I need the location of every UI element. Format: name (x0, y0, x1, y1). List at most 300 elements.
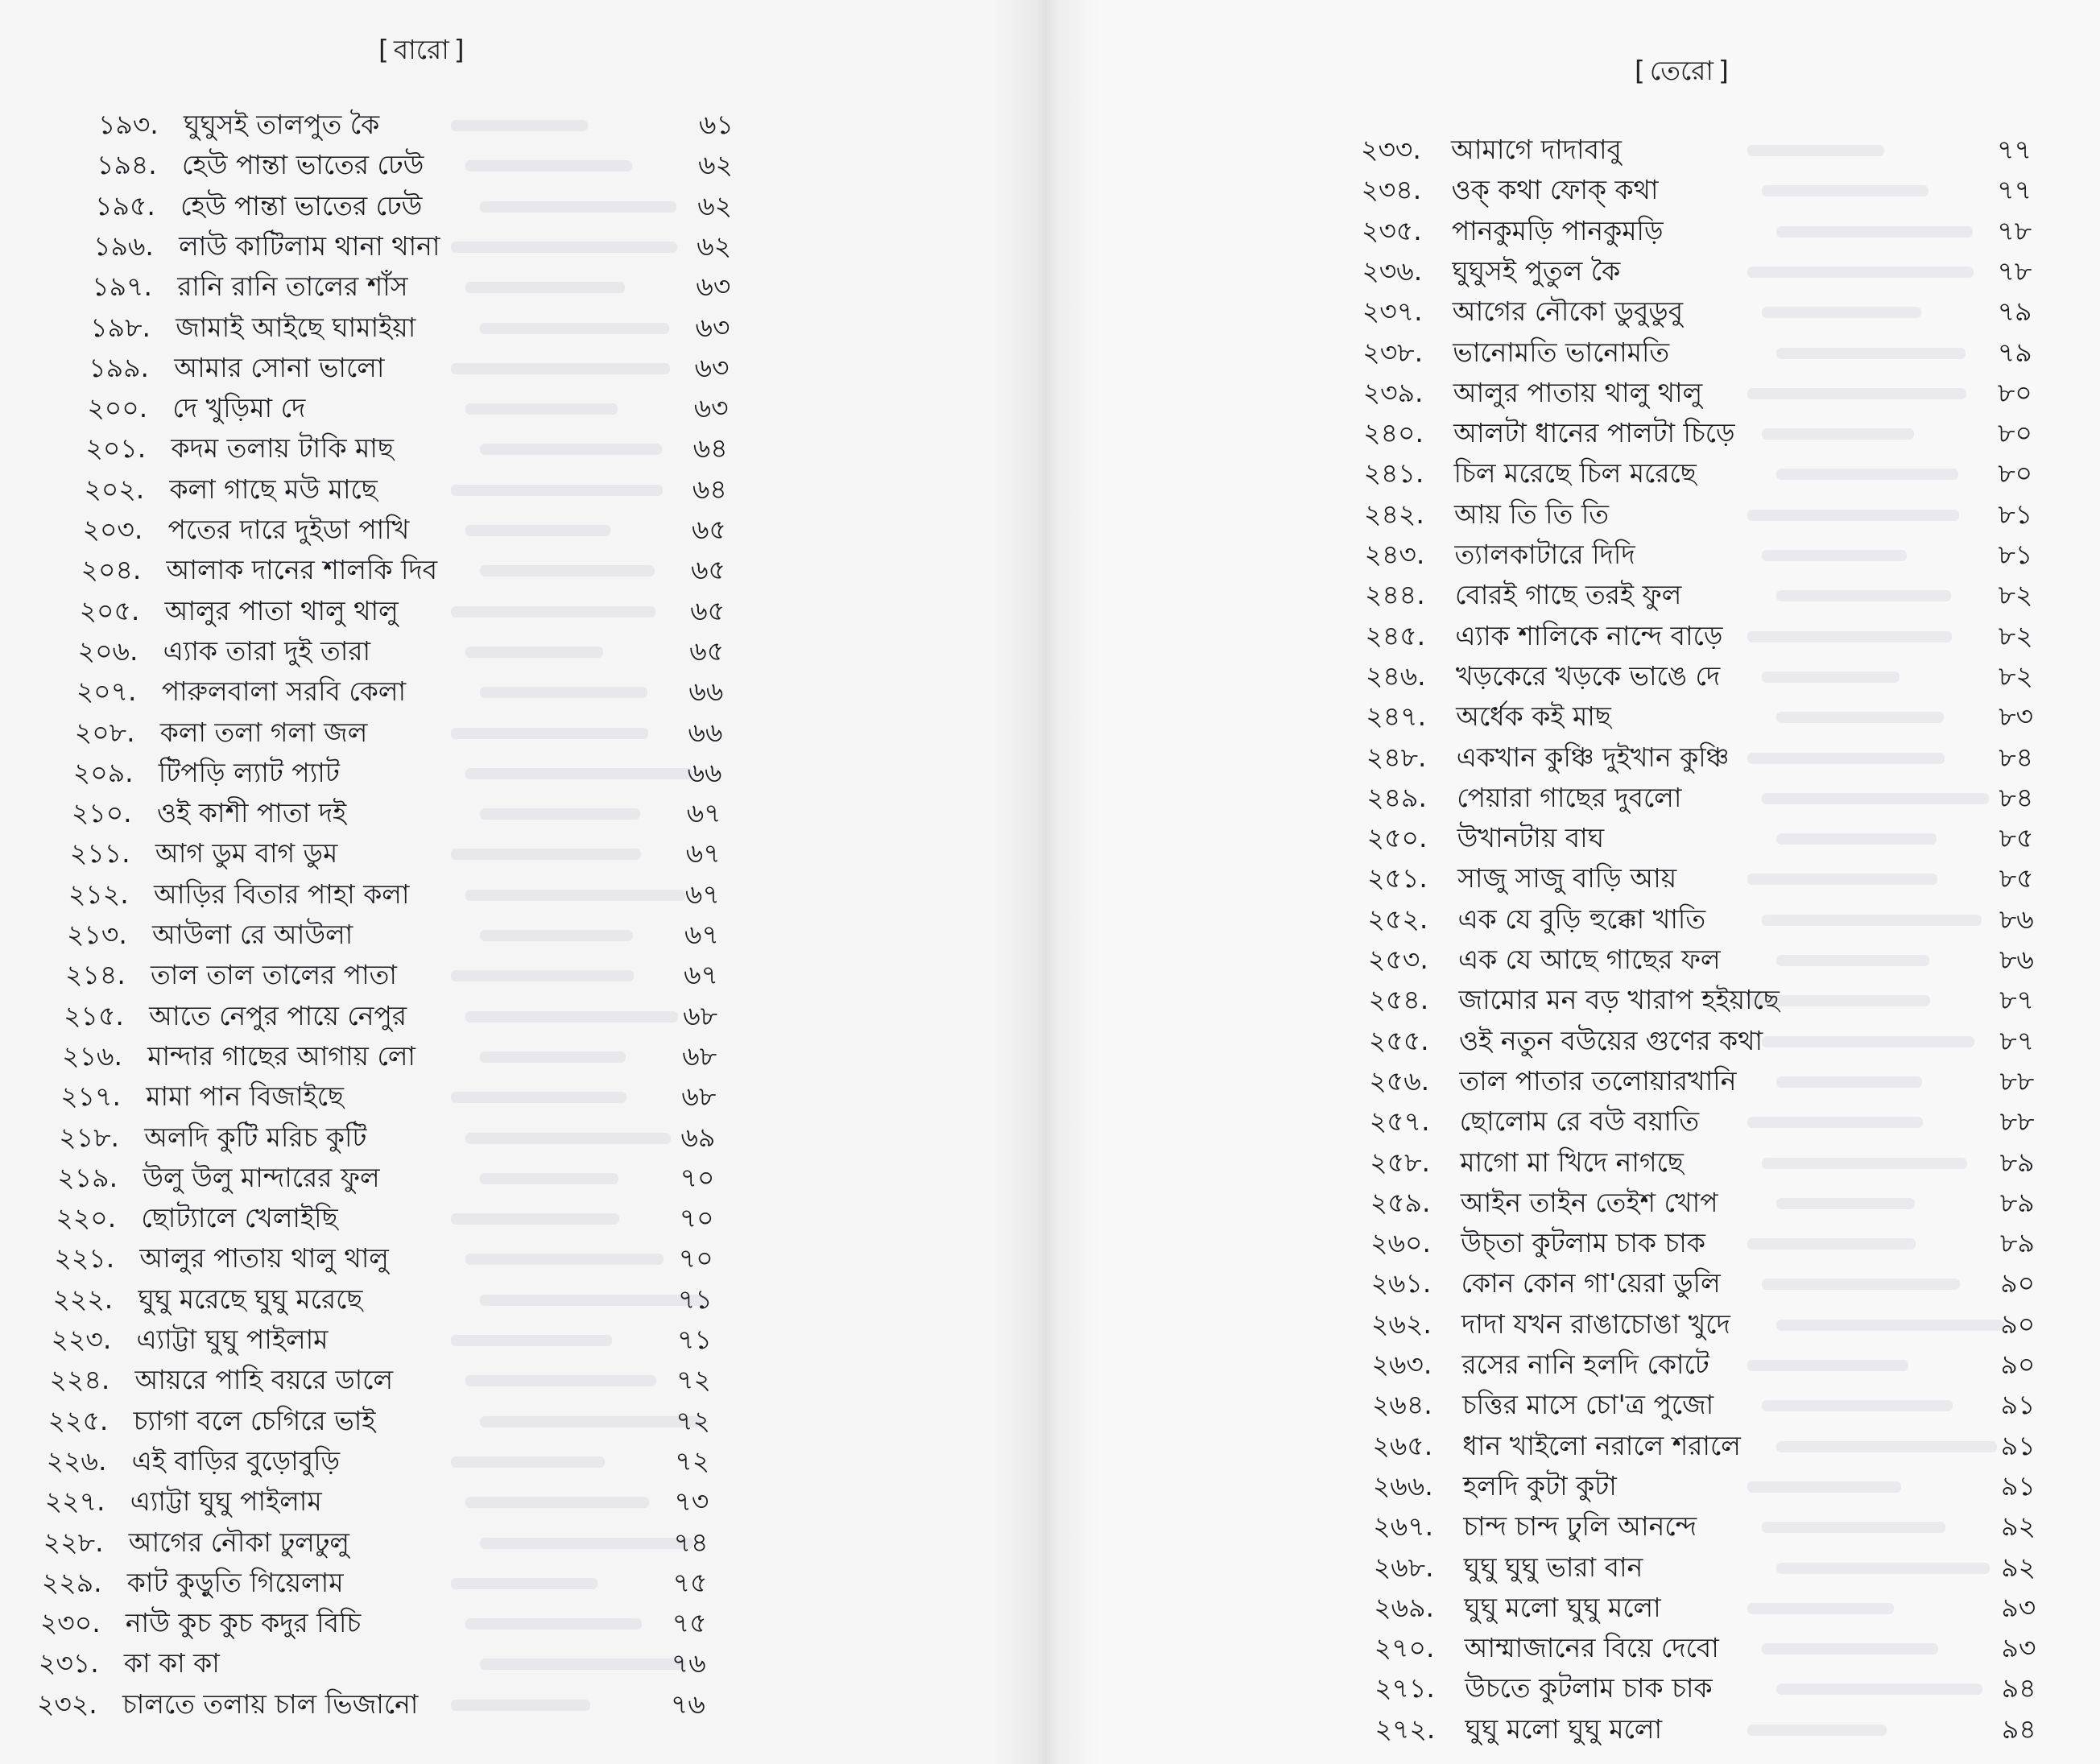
entry-page-number: ৬৬ (688, 675, 724, 708)
entry-page-number: ৭০ (679, 1202, 714, 1234)
entry-page-number: ৮৮ (1999, 1105, 2035, 1138)
entry-title: উলু উলু মান্দারের ফুল (143, 1161, 380, 1193)
entry-title: দে খুড়িমা দে (172, 392, 306, 424)
entry-number: ১৯৫. (95, 189, 155, 221)
entry-title: ত্যালকাটারে দিদি (1454, 539, 1635, 570)
show-through-text (1776, 1076, 1922, 1088)
show-through-text (480, 323, 669, 334)
show-through-text (1776, 712, 1944, 723)
show-through-text (1762, 1400, 1953, 1411)
entry-number: ২৩৮. (1362, 336, 1424, 368)
entry-number: ২৩১. (38, 1647, 99, 1679)
entry-title: আইন তাইন তেইশ খোপ (1460, 1186, 1718, 1218)
entry-number: ২০৪. (81, 554, 142, 586)
entry-title: রানি রানি তালের শাঁস (177, 271, 408, 303)
entry-title: সাজু সাজু বাড়ি আয় (1457, 862, 1677, 894)
show-through-text (465, 768, 692, 779)
show-through-text (1747, 631, 1952, 642)
entry-title: এক যে বুড়ি হুক্কো খাতি (1457, 903, 1706, 935)
show-through-text (1776, 590, 1951, 601)
entry-number: ২২১. (54, 1242, 115, 1274)
left-page-label: [ বারো ] (378, 34, 465, 65)
show-through-text (1776, 833, 1937, 845)
entry-page-number: ৬৬ (687, 756, 722, 788)
show-through-text (1762, 1279, 1960, 1290)
entry-page-number: ৭৬ (670, 1688, 705, 1720)
show-through-text (1776, 1563, 1990, 1574)
entry-page-number: ৮২ (1998, 619, 2033, 651)
entry-page-number: ৬৩ (695, 311, 730, 343)
entry-title: দাদা যখন রাঙাচোঙা খুদে (1461, 1308, 1730, 1340)
entry-title: চিল মরেছে চিল মরেছে (1453, 457, 1697, 490)
entry-page-number: ৯৩ (2001, 1591, 2036, 1623)
entry-number: ২৫৯. (1370, 1186, 1431, 1218)
entry-page-number: ৯০ (2000, 1267, 2036, 1299)
entry-title: এ্যাট্টা ঘুঘু পাইলাম (136, 1324, 329, 1355)
entry-number: ২২২. (52, 1283, 114, 1315)
entry-page-number: ৬৮ (683, 999, 718, 1031)
entry-number: ২৪০. (1363, 417, 1424, 449)
entry-title: হেউ পান্তা ভাতের ঢেউ (180, 189, 423, 221)
entry-page-number: ৬৫ (689, 634, 725, 667)
entry-number: ১৯৭. (92, 271, 152, 303)
book-gutter (994, 0, 1099, 1764)
entry-title: পানকুমড়ি পানকুমড়ি (1451, 214, 1664, 246)
entry-page-number: ৬৭ (686, 797, 721, 829)
entry-page-number: ৮১ (1998, 498, 2033, 530)
show-through-text (480, 687, 647, 698)
show-through-text (1762, 1522, 1945, 1533)
show-through-text (465, 1254, 663, 1265)
entry-number: ২৪৬. (1365, 659, 1426, 692)
show-through-text (480, 930, 633, 941)
show-through-text (451, 363, 670, 374)
entry-number: ২৩৭. (1362, 295, 1423, 328)
entry-page-number: ৮৬ (1999, 903, 2034, 935)
entry-page-number: ৯৪ (2001, 1672, 2036, 1704)
entry-title: এ্যাট্টা ঘুঘু পাইলাম (130, 1485, 322, 1518)
entry-number: ২১৪. (65, 959, 126, 991)
entry-number: ২০৮. (74, 716, 135, 748)
entry-number: ২১৭. (60, 1080, 122, 1113)
entry-title: আয়রে পাহি বয়রে ডালে (134, 1364, 394, 1396)
entry-number: ২৬৩. (1371, 1349, 1432, 1380)
entry-number: ২৫১. (1367, 862, 1428, 894)
entry-page-number: ৬৫ (690, 594, 725, 626)
entry-title: চ্যাগা বলে চেগিরে ভাই (133, 1404, 376, 1436)
entry-page-number: ৭৬ (671, 1647, 706, 1679)
entry-page-number: ৭০ (678, 1242, 713, 1274)
entry-page-number: ৯১ (2000, 1429, 2036, 1461)
entry-title: রসের নানি হলদি কোটে (1461, 1349, 1709, 1380)
entry-number: ২১৩. (67, 919, 127, 950)
entry-page-number: ৮৭ (1999, 984, 2035, 1016)
entry-page-number: ৯০ (2000, 1308, 2036, 1340)
entry-number: ২৫৮. (1370, 1146, 1431, 1178)
entry-title: আউলা রে আউলা (152, 919, 353, 950)
entry-title: আম্মাজানের বিয়ে দেবো (1464, 1632, 1719, 1664)
entry-number: ২১৯. (57, 1161, 118, 1193)
show-through-text (480, 1173, 618, 1184)
entry-page-number: ৮৩ (1999, 700, 2033, 733)
show-through-text (465, 525, 610, 536)
entry-title: আতে নেপুর পায়ে নেপুর (149, 999, 407, 1031)
show-through-text (480, 808, 640, 820)
entry-title: উখানটায় বাঘ (1457, 822, 1605, 854)
entry-page-number: ৬৭ (685, 837, 721, 870)
show-through-text (1762, 793, 1989, 804)
show-through-text (480, 1051, 626, 1063)
show-through-text (465, 282, 625, 293)
show-through-text (1762, 915, 1982, 926)
show-through-text (480, 1295, 708, 1306)
entry-number: ২০০. (87, 392, 148, 424)
show-through-text (480, 1538, 693, 1549)
entry-title: অলদি কুটি মরিচ কুটি (144, 1121, 367, 1153)
entry-number: ২২৪. (49, 1364, 110, 1396)
entry-page-number: ৬২ (697, 229, 732, 262)
entry-number: ১৯৬. (93, 229, 154, 262)
entry-number: ২২৬. (46, 1444, 107, 1477)
show-through-text (451, 606, 655, 618)
entry-number: ১৯৯. (89, 351, 150, 383)
show-through-text (1762, 1036, 1974, 1047)
entry-title: পারুলবালা সরবি কেলা (161, 675, 407, 708)
entry-page-number: ৮৯ (1999, 1146, 2035, 1178)
entry-title: কলা তলা গলা জল (159, 716, 368, 748)
entry-number: ২৫২. (1367, 903, 1428, 935)
show-through-text (1762, 550, 1907, 561)
entry-title: খড়কেরে খড়কে ভাঙে দে (1455, 659, 1721, 692)
entry-number: ২৪৯. (1366, 781, 1427, 813)
show-through-text (1776, 1320, 2004, 1331)
entry-title: কা কা কা (123, 1647, 220, 1679)
entry-page-number: ৭১ (677, 1324, 712, 1355)
entry-page-number: ৬৪ (692, 473, 727, 505)
entry-page-number: ৭৪ (673, 1526, 709, 1558)
entry-page-number: ৭২ (676, 1364, 712, 1396)
entry-number: ২০৫. (79, 594, 140, 626)
show-through-text (465, 1618, 642, 1630)
show-through-text (1762, 307, 1921, 318)
show-through-text (451, 1456, 605, 1468)
entry-number: ২০২. (84, 473, 145, 505)
entry-page-number: ৮৯ (2000, 1227, 2035, 1259)
show-through-text (480, 565, 655, 576)
entry-page-number: ৬৪ (692, 432, 728, 465)
entry-page-number: ৭৭ (1997, 134, 2032, 165)
show-through-text (1747, 1481, 1901, 1493)
entry-page-number: ৬৮ (682, 1039, 717, 1072)
show-through-text (1747, 995, 1930, 1006)
entry-page-number: ৮১ (1998, 539, 2033, 570)
entry-page-number: ৬৩ (696, 271, 731, 303)
entry-title: আগের নৌকো ডুবুডুবু (1452, 295, 1684, 328)
show-through-text (1762, 671, 1900, 683)
entry-page-number: ৬৫ (691, 554, 725, 586)
entry-page-number: ৯১ (2000, 1469, 2036, 1502)
show-through-text (1776, 955, 1929, 966)
show-through-text (1747, 1238, 1916, 1250)
entry-number: ২১৬. (62, 1039, 122, 1072)
entry-title: ছোলোম রে বউ বয়াতি (1459, 1105, 1700, 1138)
entry-number: ২৬৯. (1374, 1591, 1435, 1623)
entry-title: পতের দারে দুইডা পাখি (167, 514, 410, 545)
entry-title: উচতে কুটলাম চাক চাক (1465, 1672, 1713, 1704)
show-through-text (1747, 388, 1966, 399)
show-through-text (465, 403, 618, 415)
show-through-text (1762, 185, 1928, 196)
entry-number: ২৪৪. (1364, 579, 1425, 611)
entry-page-number: ৭৯ (1997, 336, 2032, 368)
entry-page-number: ৭৮ (1997, 254, 2032, 287)
entry-title: ওই কাশী পাতা দই (156, 797, 347, 829)
entry-number: ২০৩. (82, 514, 143, 545)
entry-number: ২৫৬. (1369, 1064, 1430, 1097)
entry-page-number: ৮৪ (1999, 781, 2034, 813)
entry-page-number: ৮০ (1997, 376, 2032, 408)
entry-number: ২৬২. (1371, 1308, 1432, 1340)
show-through-text (1776, 1198, 1915, 1209)
entry-title: ওই নতুন বউয়ের গুণের কথা (1458, 1024, 1763, 1056)
entry-page-number: ৬৭ (684, 959, 719, 991)
entry-page-number: ৬৩ (693, 392, 729, 424)
entry-number: ২২৫. (48, 1404, 109, 1436)
entry-page-number: ৮২ (1998, 579, 2033, 611)
entry-page-number: ৮৫ (1999, 862, 2034, 894)
entry-title: চত্তির মাসে চো'ত্র পুজো (1461, 1389, 1714, 1421)
entry-number: ২৪৫. (1365, 619, 1426, 651)
entry-number: ২৩৬. (1362, 254, 1423, 287)
show-through-text (465, 1133, 671, 1144)
entry-number: ২০৯. (72, 756, 134, 788)
entry-page-number: ৯৪ (2001, 1712, 2036, 1745)
entry-title: আড়ির বিতার পাহা কলা (153, 878, 410, 910)
entry-number: ২৪২. (1364, 498, 1424, 530)
entry-number: ২১২. (68, 878, 129, 910)
entry-title: আলাক দানের শালকি দিব (166, 554, 438, 586)
entry-number: ২৫৭. (1369, 1105, 1430, 1138)
entry-page-number: ৭১ (677, 1283, 713, 1315)
entry-title: জামোর মন বড় খারাপ হইয়াছে (1458, 984, 1780, 1016)
entry-number: ২১১. (69, 837, 130, 870)
entry-number: ২০৭. (76, 675, 137, 708)
entry-title: ঘুঘুসই পুতুল কৈ (1452, 254, 1621, 287)
entry-number: ২৭২. (1375, 1712, 1436, 1745)
show-through-text (1747, 510, 1959, 521)
entry-number: ২৫৪. (1368, 984, 1429, 1016)
show-through-text (480, 444, 662, 455)
entry-page-number: ৭৯ (1997, 295, 2032, 328)
entry-number: ২১৫. (64, 999, 124, 1031)
entry-title: হেউ পান্তা ভাতের ঢেউ (182, 149, 424, 181)
entry-page-number: ৬৬ (688, 716, 723, 748)
entry-title: ঘুঘুসই তালপুত কৈ (184, 109, 380, 140)
entry-page-number: ৬২ (697, 189, 733, 221)
right-page-label: [ তেরো ] (1635, 55, 1729, 86)
entry-title: হলদি কুটা কুটা (1462, 1469, 1617, 1502)
entry-title: এক যে আছে গাছের ফল (1458, 944, 1721, 975)
entry-page-number: ৯০ (2000, 1349, 2036, 1380)
entry-number: ২৫০. (1366, 822, 1428, 854)
entry-page-number: ৭২ (676, 1404, 711, 1436)
entry-title: ধান খাইলো নরালে শরালে (1462, 1429, 1741, 1461)
entry-title: ছোট্যালে খেলাইছি (141, 1202, 338, 1234)
entry-number: ২১০. (71, 797, 132, 829)
show-through-text (1762, 428, 1914, 440)
show-through-text (451, 849, 641, 860)
show-through-text (1762, 1643, 1938, 1655)
show-through-text (1776, 469, 1958, 480)
entry-page-number: ৯২ (2001, 1510, 2036, 1543)
entry-title: কদম তলায় টাকি মাছ (171, 432, 394, 465)
entry-title: কাট কুড়ুতি গিয়েলাম (126, 1566, 344, 1598)
entry-page-number: ৯১ (2000, 1389, 2036, 1421)
entry-number: ২৫৫. (1368, 1024, 1429, 1056)
show-through-text (465, 160, 632, 171)
entry-number: ২৬৪. (1371, 1389, 1432, 1421)
entry-page-number: ৯৩ (2001, 1632, 2036, 1664)
entry-page-number: ৭০ (680, 1161, 715, 1193)
show-through-text (465, 890, 685, 901)
entry-page-number: ৮৫ (1999, 822, 2034, 854)
entry-title: আলুর পাতা থালু থালু (164, 594, 399, 626)
entry-number: ২৬৭. (1373, 1510, 1434, 1543)
show-through-text (465, 1375, 656, 1386)
left-page (0, 0, 1047, 1764)
show-through-text (480, 1659, 686, 1670)
entry-page-number: ৬২ (698, 149, 734, 181)
entry-number: ২৩৪. (1361, 174, 1422, 206)
entry-title: ঘুঘু মরেছে ঘুঘু মরেছে (138, 1283, 363, 1315)
entry-number: ২০১. (85, 432, 147, 465)
entry-page-number: ৭৭ (1997, 174, 2032, 206)
show-through-text (1776, 1683, 1982, 1695)
entry-number: ২৩২. (36, 1688, 97, 1720)
entry-page-number: ৭৫ (672, 1566, 708, 1598)
entry-page-number: ৮০ (1998, 417, 2032, 449)
entry-title: তাল তাল তালের পাতা (151, 959, 397, 991)
show-through-text (451, 1335, 612, 1346)
entry-title: চান্দ চান্দ ঢুলি আনন্দে (1463, 1510, 1697, 1543)
show-through-text (451, 120, 588, 131)
show-through-text (1747, 1117, 1923, 1128)
show-through-text (1747, 266, 1974, 278)
entry-title: ওক্ কথা ফোক্ কথা (1451, 174, 1659, 206)
entry-number: ২৪৭. (1366, 700, 1427, 733)
entry-number: ২৩৩. (1361, 134, 1421, 165)
right-page (1047, 0, 2100, 1764)
show-through-text (1776, 348, 1966, 359)
entry-page-number: ৮৬ (1999, 944, 2034, 975)
entry-title: চালতে তলায় চাল ভিজানো (122, 1688, 419, 1720)
entry-number: ২৩৫. (1361, 214, 1422, 246)
entry-page-number: ৬৮ (681, 1080, 717, 1113)
entry-number: ২৬৮. (1373, 1551, 1434, 1583)
entry-number: ২৪৮. (1366, 741, 1427, 773)
entry-title: আগের নৌকা ঢুলঢুলু (128, 1526, 349, 1558)
entry-number: ২৩০. (39, 1607, 101, 1639)
entry-page-number: ৬৫ (692, 514, 726, 545)
entry-number: ১৯৮. (90, 311, 151, 343)
entry-page-number: ৬১ (699, 109, 734, 140)
entry-title: কোন কোন গা'য়েরা ডুলি (1461, 1267, 1721, 1299)
entry-number: ২৬৫. (1372, 1429, 1433, 1461)
show-through-text (451, 1700, 590, 1711)
show-through-text (1776, 226, 1973, 238)
entry-title: একখান কুঞ্চি দুইখান কুঞ্চি (1456, 741, 1730, 773)
entry-number: ২৪৩. (1364, 539, 1425, 570)
show-through-text (480, 1416, 701, 1427)
show-through-text (451, 728, 648, 739)
entry-page-number: ৮৯ (1999, 1186, 2035, 1218)
entry-number: ২৫৩. (1368, 944, 1428, 975)
entry-title: ঘুঘু ঘুঘু ভারা বান (1463, 1551, 1643, 1583)
entry-title: অর্ধেক কই মাছ (1456, 700, 1611, 733)
entry-title: বোরই গাছে তরই ফুল (1454, 579, 1682, 611)
show-through-text (1747, 1360, 1908, 1371)
show-through-text (1747, 753, 1945, 764)
entry-number: ২২৩. (51, 1324, 112, 1355)
show-through-text (1747, 874, 1937, 885)
entry-title: আগ ডুম বাগ ডুম (155, 837, 338, 870)
entry-page-number: ৯২ (2001, 1551, 2036, 1583)
entry-title: পেয়ারা গাছের দুবলো (1457, 781, 1682, 813)
entry-title: আলুর পাতায় থালু থালু (139, 1242, 389, 1274)
entry-title: আলটা ধানের পালটা চিড়ে (1453, 417, 1735, 449)
show-through-text (451, 1213, 619, 1225)
entry-page-number: ৮৪ (1999, 741, 2034, 773)
entry-title: জামাই আইছে ঘামাইয়া (176, 311, 416, 343)
entry-page-number: ৬৭ (684, 919, 719, 950)
entry-page-number: ৭৩ (674, 1485, 709, 1518)
entry-title: আমাগে দাদাবাবু (1451, 134, 1622, 165)
entry-page-number: ৬৯ (680, 1121, 716, 1153)
entry-number: ২৩৯. (1362, 376, 1424, 408)
entry-title: ভানোমতি ভানোমতি (1453, 336, 1670, 368)
entry-title: এ্যাক শালিকে নান্দে বাড়ে (1455, 619, 1723, 651)
entry-number: ২৬১. (1370, 1267, 1432, 1299)
entry-number: ২২৮. (43, 1526, 104, 1558)
entry-title: আয় তি তি তি (1454, 498, 1610, 530)
show-through-text (451, 970, 634, 981)
entry-number: ২২৯. (41, 1566, 102, 1598)
entry-page-number: ৭২ (675, 1444, 710, 1477)
entry-title: ঘুঘু মলো ঘুঘু মলো (1464, 1591, 1661, 1623)
show-through-text (1776, 1441, 1997, 1452)
entry-title: এ্যাক তারা দুই তারা (163, 634, 371, 667)
show-through-text (480, 201, 676, 213)
entry-number: ১৯৩. (98, 109, 159, 140)
show-through-text (451, 1092, 626, 1103)
entry-number: ২৪১. (1363, 457, 1424, 490)
entry-title: লাউ কাটিলাম থানা থানা (179, 229, 440, 262)
entry-number: ২২০. (56, 1202, 117, 1234)
show-through-text (465, 647, 603, 658)
show-through-text (465, 1011, 678, 1022)
entry-title: নাউ কুচ কুচ কদুর বিচি (125, 1607, 362, 1639)
entry-title: টিপড়ি ল্যাট প্যাট (158, 756, 340, 788)
show-through-text (451, 242, 677, 253)
show-through-text (1762, 1158, 1967, 1169)
entry-page-number: ৮৭ (1999, 1024, 2035, 1056)
entry-number: ২০৬. (77, 634, 138, 667)
entry-page-number: ৬৭ (684, 878, 720, 910)
entry-title: ঘুঘু মলো ঘুঘু মলো (1465, 1712, 1663, 1745)
entry-title: মামা পান বিজাইছে (146, 1080, 344, 1113)
entry-number: ২৭০. (1374, 1632, 1435, 1664)
entry-page-number: ৭৮ (1997, 214, 2032, 246)
